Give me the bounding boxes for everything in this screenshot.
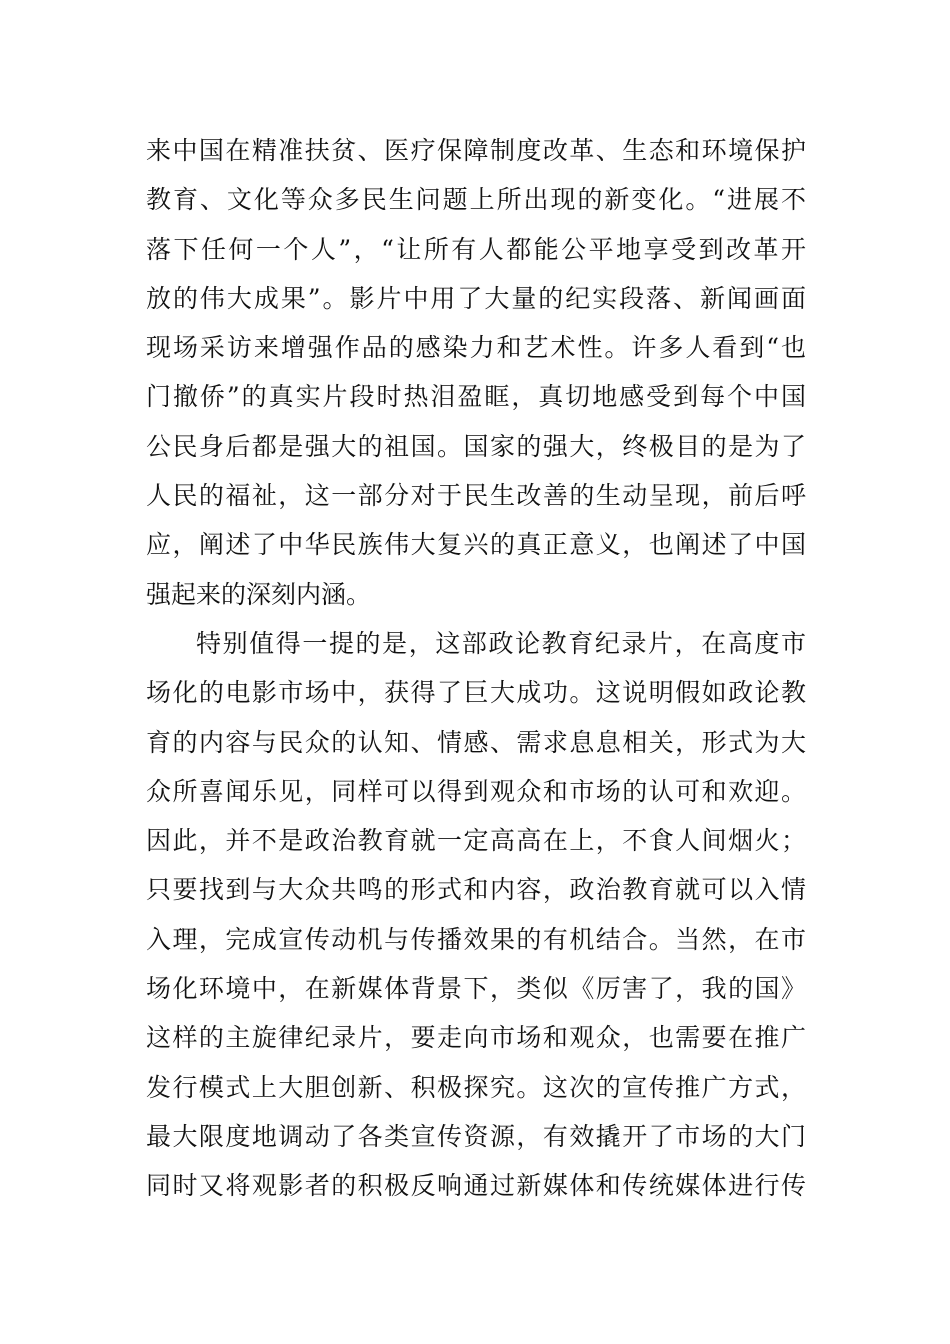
text-line: 同时又将观影者的积极反响通过新媒体和传统媒体进行传 bbox=[146, 1171, 806, 1201]
text-line: 应，阐述了中华民族伟大复兴的真正意义，也阐述了中国 bbox=[146, 530, 806, 560]
text-line: 门撤侨”的真实片段时热泪盈眶，真切地感受到每个中国 bbox=[146, 382, 806, 412]
text-line: 只要找到与大众共鸣的形式和内容，政治教育就可以入情 bbox=[146, 875, 806, 905]
text-line: 强起来的深刻内涵。 bbox=[146, 579, 372, 609]
text-line: 发行模式上大胆创新、积极探究。这次的宣传推广方式， bbox=[146, 1072, 806, 1102]
text-line: 人民的福祉，这一部分对于民生改善的生动呈现，前后呼 bbox=[146, 481, 806, 511]
text-line: 放的伟大成果”。影片中用了大量的纪实段落、新闻画面 bbox=[146, 283, 806, 313]
text-line: 育的内容与民众的认知、情感、需求息息相关，形式为大 bbox=[146, 727, 806, 757]
text-line: 落下任何一个人”，“让所有人都能公平地享受到改革开 bbox=[146, 234, 806, 264]
text-line: 教育、文化等众多民生问题上所出现的新变化。“进展不 bbox=[146, 185, 806, 215]
text-line: 最大限度地调动了各类宣传资源，有效撬开了市场的大门 bbox=[146, 1121, 806, 1151]
text-line: 来中国在精准扶贫、医疗保障制度改革、生态和环境保护 bbox=[146, 136, 806, 165]
text-line: 因此，并不是政治教育就一定高高在上，不食人间烟火； bbox=[146, 826, 806, 856]
text-line: 公民身后都是强大的祖国。国家的强大，终极目的是为了 bbox=[146, 431, 806, 461]
text-line: 场化的电影市场中，获得了巨大成功。这说明假如政论教 bbox=[146, 678, 806, 708]
body-text bbox=[146, 126, 806, 1211]
text-line: 众所喜闻乐见，同样可以得到观众和市场的认可和欢迎。 bbox=[146, 776, 806, 806]
text-line: 这样的主旋律纪录片，要走向市场和观众，也需要在推广 bbox=[146, 1023, 806, 1053]
text-line: 入理，完成宣传动机与传播效果的有机结合。当然，在市 bbox=[146, 924, 806, 954]
text-line: 场化环境中，在新媒体背景下，类似《厉害了，我的国》 bbox=[146, 974, 806, 1004]
text-line: 现场采访来增强作品的感染力和艺术性。许多人看到“也 bbox=[146, 333, 806, 363]
text-line: 特别值得一提的是，这部政论教育纪录片，在高度市 bbox=[196, 628, 806, 658]
